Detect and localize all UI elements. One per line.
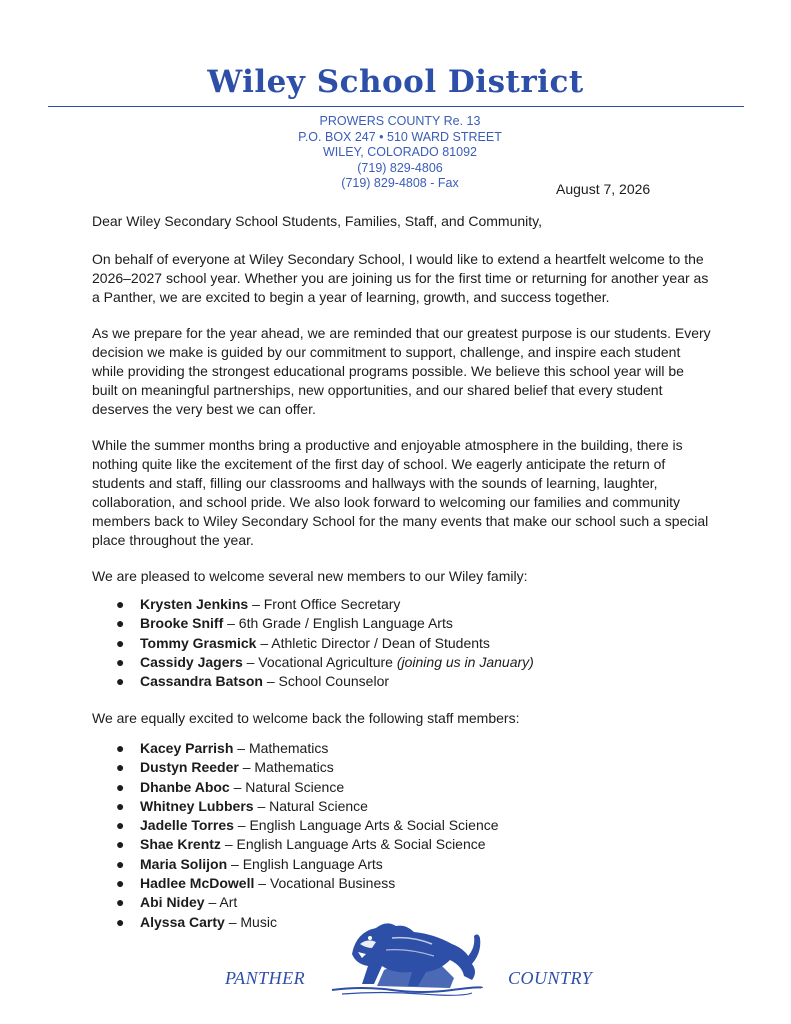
list-item: ● Tommy Grasmick – Athletic Director / Dean of Students bbox=[116, 634, 534, 653]
salutation: Dear Wiley Secondary School Students, Families, Staff, and Community, bbox=[92, 213, 543, 229]
list-item: ● Cassidy Jagers – Vocational Agriculture (joining us in January) bbox=[116, 653, 534, 672]
list-item: ● Dhanbe Aboc – Natural Science bbox=[116, 778, 499, 797]
list-item: ● Maria Solijon – English Language Arts bbox=[116, 855, 499, 874]
list-item: ● Dustyn Reeder – Mathematics bbox=[116, 758, 499, 777]
list-item: ● Alyssa Carty – Music bbox=[116, 913, 499, 932]
bullet-icon: ● bbox=[116, 797, 125, 814]
district-address bbox=[200, 114, 600, 192]
list-item: ● Abi Nidey – Art bbox=[116, 893, 499, 912]
letter-date: August 7, 2026 bbox=[556, 181, 651, 197]
list-item: ● Whitney Lubbers – Natural Science bbox=[116, 797, 499, 816]
phone-line: (719) 829-4806 bbox=[357, 160, 443, 175]
footer-country-text: COUNTRY bbox=[508, 968, 593, 988]
bullet-icon: ● bbox=[116, 894, 125, 911]
bullet-icon: ● bbox=[116, 759, 125, 776]
bullet-icon: ● bbox=[116, 615, 125, 632]
bullet-icon: ● bbox=[116, 634, 125, 651]
address-line: P.O. BOX 247 • 510 WARD STREET bbox=[298, 129, 502, 144]
bullet-icon: ● bbox=[116, 855, 125, 872]
fax-line: (719) 829-4808 - Fax bbox=[341, 176, 459, 190]
bullet-icon: ● bbox=[116, 740, 125, 756]
paragraph-summer: While the summer months bring a productive and enjoyable atmosphere in the building, there is nothing quite like the excitement of the first day of school. We eagerly anticipate the return of students and staff, filling our classrooms and hallways with the sounds of learning, laughter, collaboration, and school pride. We also look forward to welcoming our families and community members back to Wiley Secondary School for the many events that make our school such a special place throughout the year. bbox=[92, 437, 709, 548]
list-item: ● Hadlee McDowell – Vocational Business bbox=[116, 874, 499, 893]
header-divider bbox=[48, 106, 744, 107]
list-item: ● Shae Krentz – English Language Arts & Social Science bbox=[116, 835, 499, 854]
footer-panther-text: PANTHER bbox=[225, 968, 306, 988]
list-item: ● Krysten Jenkins – Front Office Secretary bbox=[116, 595, 534, 614]
bullet-icon: ● bbox=[116, 913, 125, 930]
bullet-icon: ● bbox=[116, 653, 125, 670]
bullet-icon: ● bbox=[116, 673, 125, 690]
list-item: ● Cassandra Batson – School Counselor bbox=[116, 672, 534, 691]
bullet-icon: ● bbox=[116, 778, 125, 795]
bullet-icon: ● bbox=[116, 836, 125, 853]
bullet-icon: ● bbox=[116, 817, 125, 834]
address-line: WILEY, COLORADO 81092 bbox=[322, 145, 477, 159]
returning-members-list bbox=[116, 739, 499, 932]
returning-members-intro: We are equally excited to welcome back the following staff members: bbox=[92, 710, 520, 726]
district-title: Wiley School District bbox=[207, 64, 584, 100]
paragraph-welcome: On behalf of everyone at Wiley Secondary School, I would like to extend a heartfelt welcome to the 2026–2027 school year. Whether you are joining us for the first time or returning for another year as a Panther, we are excited to begin a year of learning, growth, and success together. bbox=[92, 251, 709, 305]
list-item: ● Jadelle Torres – English Language Arts & Social Science bbox=[116, 816, 499, 835]
address-line: PROWERS COUNTY Re. 13 bbox=[319, 114, 481, 128]
panther-logo-icon bbox=[322, 914, 490, 1000]
bullet-icon: ● bbox=[116, 596, 125, 612]
new-members-list bbox=[116, 595, 534, 691]
paragraph-purpose: As we prepare for the year ahead, we are reminded that our greatest purpose is our students. Every decision we make is guided by our commitment to support, challenge, and inspire each student while providing the strongest educational programs possible. We believe this school year will be built on meaningful partnerships, new opportunities, and our shared belief that every student deserves the very best we can offer. bbox=[92, 325, 711, 417]
list-item: ● Kacey Parrish – Mathematics bbox=[116, 739, 499, 758]
bullet-icon: ● bbox=[116, 875, 125, 892]
list-item: ● Brooke Sniff – 6th Grade / English Language Arts bbox=[116, 614, 534, 633]
new-members-intro: We are pleased to welcome several new members to our Wiley family: bbox=[92, 568, 528, 584]
